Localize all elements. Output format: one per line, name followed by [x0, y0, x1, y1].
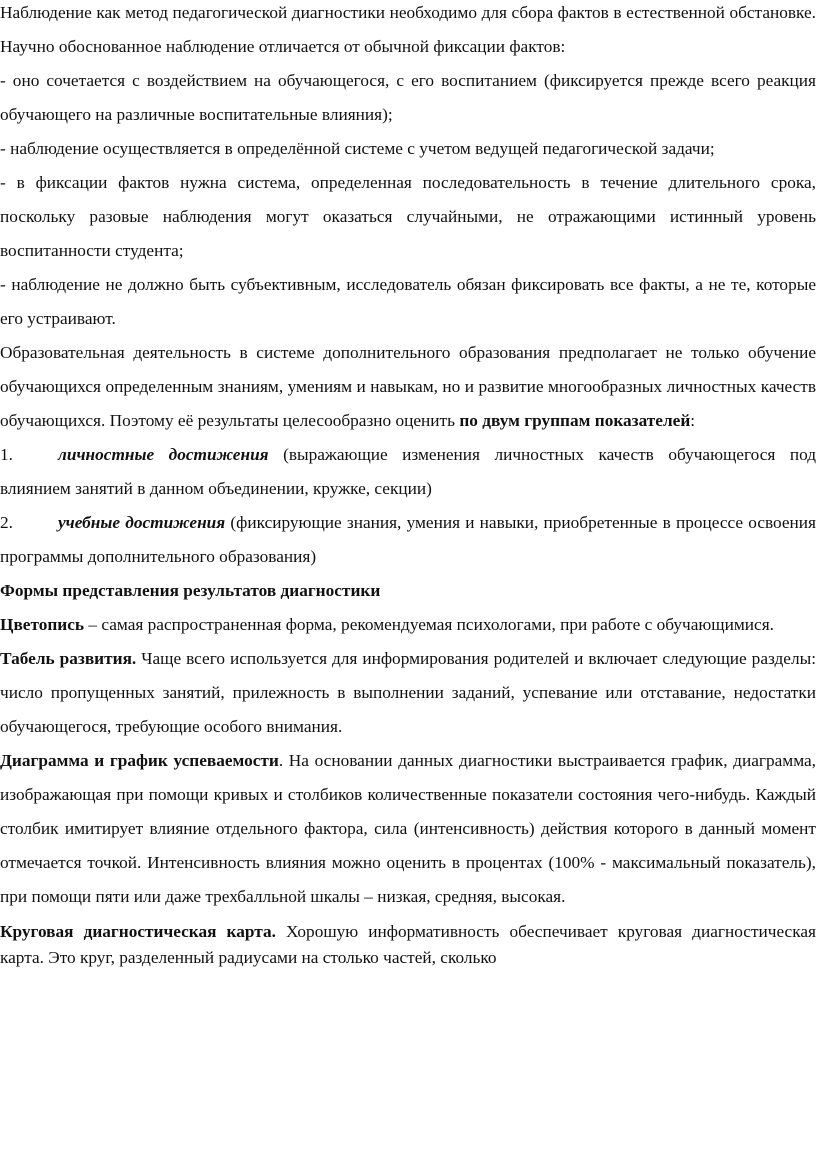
diagram-paragraph: [0, 744, 816, 914]
tabel-text: Чаще всего используется для информирования родителей и включает следующие разделы: число пропущенных занятий, прилежность в выполнении заданий, успевание или отставание, недостатки обучающегося, требующие особого внимания.: [0, 649, 816, 736]
bullet-1: - оно сочетается с воздействием на обучающегося, с его воспитанием (фиксируется прежде всего реакция обучающего на различные воспитательные влияния);: [0, 71, 816, 124]
list-text: (выражающие изменения личностных качеств обучающегося под влиянием занятий в данном объединении, кружке, секции): [0, 445, 816, 498]
krug-paragraph: [0, 919, 816, 971]
list-number: 2.: [0, 513, 13, 532]
list-text: (фиксирующие знания, умения и навыки, приобретенные в процессе освоения программы дополнительного образования): [0, 513, 816, 566]
list-term: учебные достижения: [58, 513, 226, 532]
bullet-4: - наблюдение не должно быть субъективным, исследователь обязан фиксировать все факты, а не те, которые его устраивают.: [0, 275, 816, 328]
list-item-1: [0, 438, 816, 506]
edu-paragraph: [0, 336, 816, 438]
tabel-paragraph: [0, 642, 816, 744]
bullet-2: - наблюдение осуществляется в определённой системе с учетом ведущей педагогической задачи;: [0, 139, 715, 158]
krug-text: Хорошую информативность обеспечивает круговая диагностическая карта. Это круг, разделенный радиусами на столько частей, сколько: [0, 922, 816, 967]
tabel-term: Табель развития.: [0, 649, 137, 668]
list-term: личностные достижения: [58, 445, 269, 464]
diagram-text: . На основании данных диагностики выстраивается график, диаграмма, изображающая при помощи кривых и столбиков количественные показатели состояния чего-нибудь. Каждый столбик имитирует влияние отдельного фактора, сила (интенсивность) действия которого в данный момент отмечается точкой. Интенсивность влияния можно оценить в процентах (100% - максимальный показатель), при помощи пяти или даже трехбалльной шкалы – низкая, средняя, высокая.: [0, 751, 816, 906]
list-number: 1.: [0, 445, 13, 464]
intro-paragraph: Наблюдение как метод педагогической диагностики необходимо для сбора фактов в естественной обстановке. Научно обоснованное наблюдение отличается от обычной фиксации фактов:: [0, 3, 816, 56]
edu-text: Образовательная деятельность в системе дополнительного образования предполагает не только обучение обучающихся определенным знаниям, умениям и навыкам, но и развитие многообразных личностных качеств обучающихся. Поэтому её результаты целесообразно оценить: [0, 343, 816, 430]
section-heading: Формы представления результатов диагностики: [0, 581, 381, 600]
list-item-2: [0, 506, 816, 574]
tsvetopis-term: Цветопись: [0, 615, 85, 634]
diagram-term: Диаграмма и график успеваемости: [0, 751, 279, 770]
tsvetopis-text: – самая распространенная форма, рекомендуемая психологами, при работе с обучающимися.: [84, 615, 774, 634]
tsvetopis-paragraph: [0, 608, 816, 642]
edu-tail: :: [690, 411, 696, 430]
edu-bold: по двум группам показателей: [459, 411, 691, 430]
krug-term: Круговая диагностическая карта.: [0, 922, 276, 941]
bullet-3: - в фиксации фактов нужна система, определенная последовательность в течение длительного срока, поскольку разовые наблюдения могут оказаться случайными, не отражающими истинный уровень воспитанности студента;: [0, 173, 816, 260]
